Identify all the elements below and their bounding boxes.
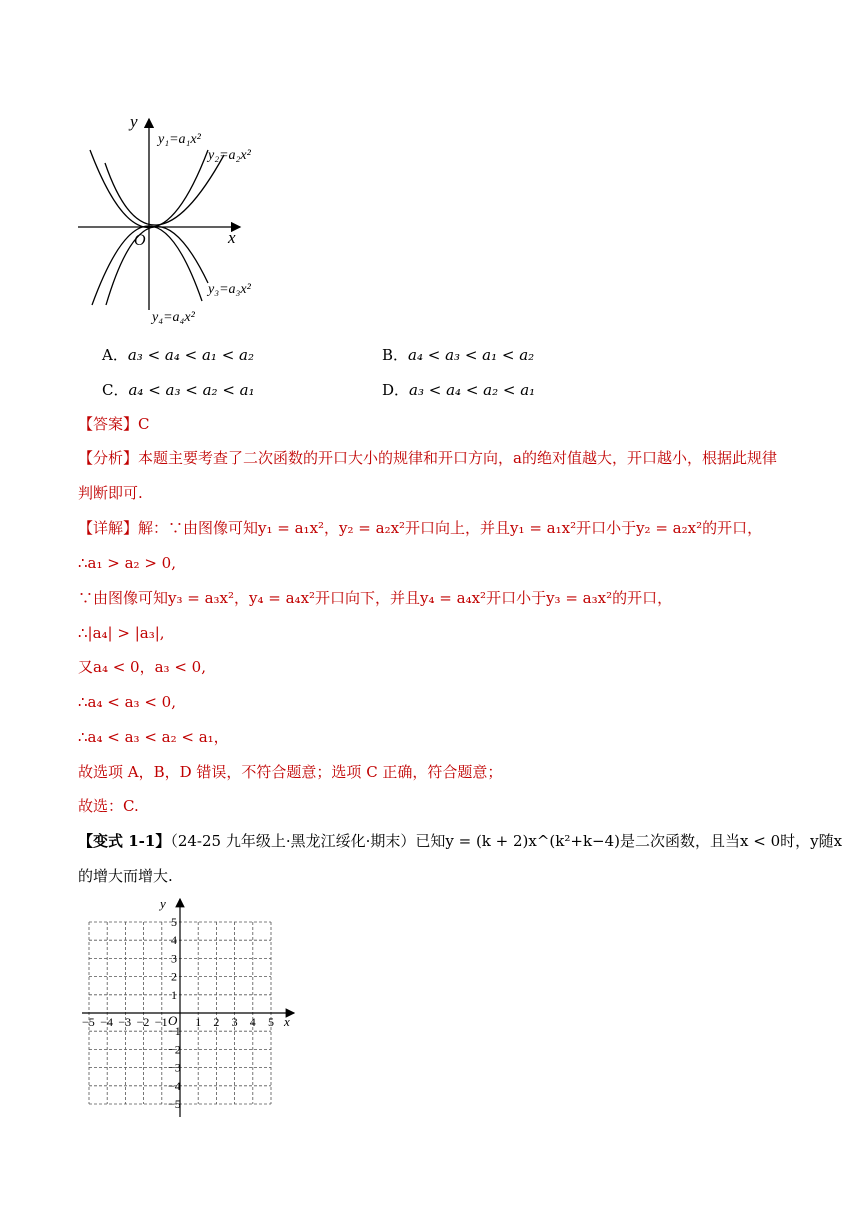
detail-tag: 【详解】 [78, 519, 139, 537]
y-tick-label: −5 [168, 1097, 181, 1111]
label-y2: y₂=a₂x² [208, 148, 251, 163]
x-tick-label: 2 [213, 1015, 220, 1029]
y-tick-label: 2 [171, 969, 177, 984]
detail-line-2: ∴a₁ > a₂ > 0, [78, 554, 176, 572]
x-tick-label: −3 [118, 1015, 132, 1029]
parabola-figure [70, 105, 280, 335]
x-tick-label: 5 [268, 1015, 274, 1029]
x-tick-label: 4 [249, 1015, 256, 1029]
curve-y4 [92, 226, 202, 305]
x-tick-label: −1 [154, 1015, 168, 1029]
label-y3: y₃=a₃x² [208, 282, 251, 297]
origin-label: O [134, 232, 146, 249]
option-d: D．a₃ < a₄ < a₂ < a₁ [382, 381, 536, 399]
analysis-line-1: 【分析】本题主要考查了二次函数的开口大小的规律和开口方向，a的绝对值越大，开口越小，根据此规律 [78, 449, 777, 467]
curve-y3 [106, 227, 208, 305]
detail-line-4: ∴|a₄| > |a₃|, [78, 624, 165, 642]
answer-line [78, 414, 150, 434]
option-b: B．a₄ < a₃ < a₁ < a₂ [382, 346, 535, 364]
answer-tag: 【答案】 [78, 415, 139, 433]
grid-origin-label: O [168, 1013, 178, 1028]
x-tick-label: −4 [100, 1015, 113, 1029]
y-tick-label: 3 [171, 951, 177, 966]
detail-line-9: 故选：C. [78, 797, 139, 815]
option-c: C．a₄ < a₃ < a₂ < a₁ [102, 381, 255, 399]
y-tick-label: 5 [171, 915, 177, 929]
detail-line-1: 【详解】解：∵由图像可知y₁ = a₁x²，y₂ = a₂x²开口向上，并且y₁ = a₁x²开口小于y₂ = a₂x²的开口， [78, 519, 763, 537]
label-y1: y₁=a₁x² [158, 132, 201, 147]
x-tick-label: −2 [136, 1015, 150, 1029]
x-tick-label: 3 [231, 1015, 238, 1029]
y-tick-label: −1 [168, 1024, 181, 1039]
variant-tag: 【变式 1-1】 [78, 832, 171, 850]
variant-line-2: 的增大而增大. [78, 867, 173, 885]
coordinate-grid-figure [74, 895, 304, 1120]
axis-label-y: y [130, 112, 138, 131]
y-tick-label: −4 [168, 1078, 181, 1093]
y-tick-label: −2 [168, 1042, 181, 1057]
detail-line-3: ∵由图像可知y₃ = a₃x²，y₄ = a₄x²开口向下，并且y₄ = a₄x²开口小于y₃ = a₃x²的开口， [78, 589, 673, 607]
y-tick-label: −3 [168, 1060, 181, 1075]
x-tick-label: 1 [195, 1015, 202, 1029]
analysis-line-2: 判断即可. [78, 484, 143, 502]
analysis-tag: 【分析】 [78, 449, 139, 467]
answer-value: C [138, 415, 150, 433]
detail-line-5: 又a₄ < 0，a₃ < 0, [78, 658, 206, 676]
label-y4: y₄=a₄x² [152, 310, 195, 325]
grid-axis-label-y: y [160, 896, 166, 911]
detail-line-7: ∴a₄ < a₃ < a₂ < a₁， [78, 728, 229, 746]
detail-line-8: 故选项 A，B，D 错误，不符合题意；选项 C 正确，符合题意； [78, 763, 503, 781]
axis-label-x: x [228, 228, 236, 247]
detail-line-6: ∴a₄ < a₃ < 0, [78, 693, 176, 711]
x-tick-label: −5 [82, 1015, 95, 1029]
y-tick-label: 4 [171, 933, 177, 948]
y-tick-label: 1 [171, 987, 177, 1002]
option-a: A．a₃ < a₄ < a₁ < a₂ [102, 346, 254, 364]
curve-y2 [105, 155, 224, 225]
variant-line-1: 【变式 1-1】（24-25 九年级上·黑龙江绥化·期末）已知y = (k + 2)x^(k²+k−4)是二次函数，且当x < 0时，y随x [78, 832, 843, 850]
grid-axis-label-x: x [284, 1014, 290, 1029]
